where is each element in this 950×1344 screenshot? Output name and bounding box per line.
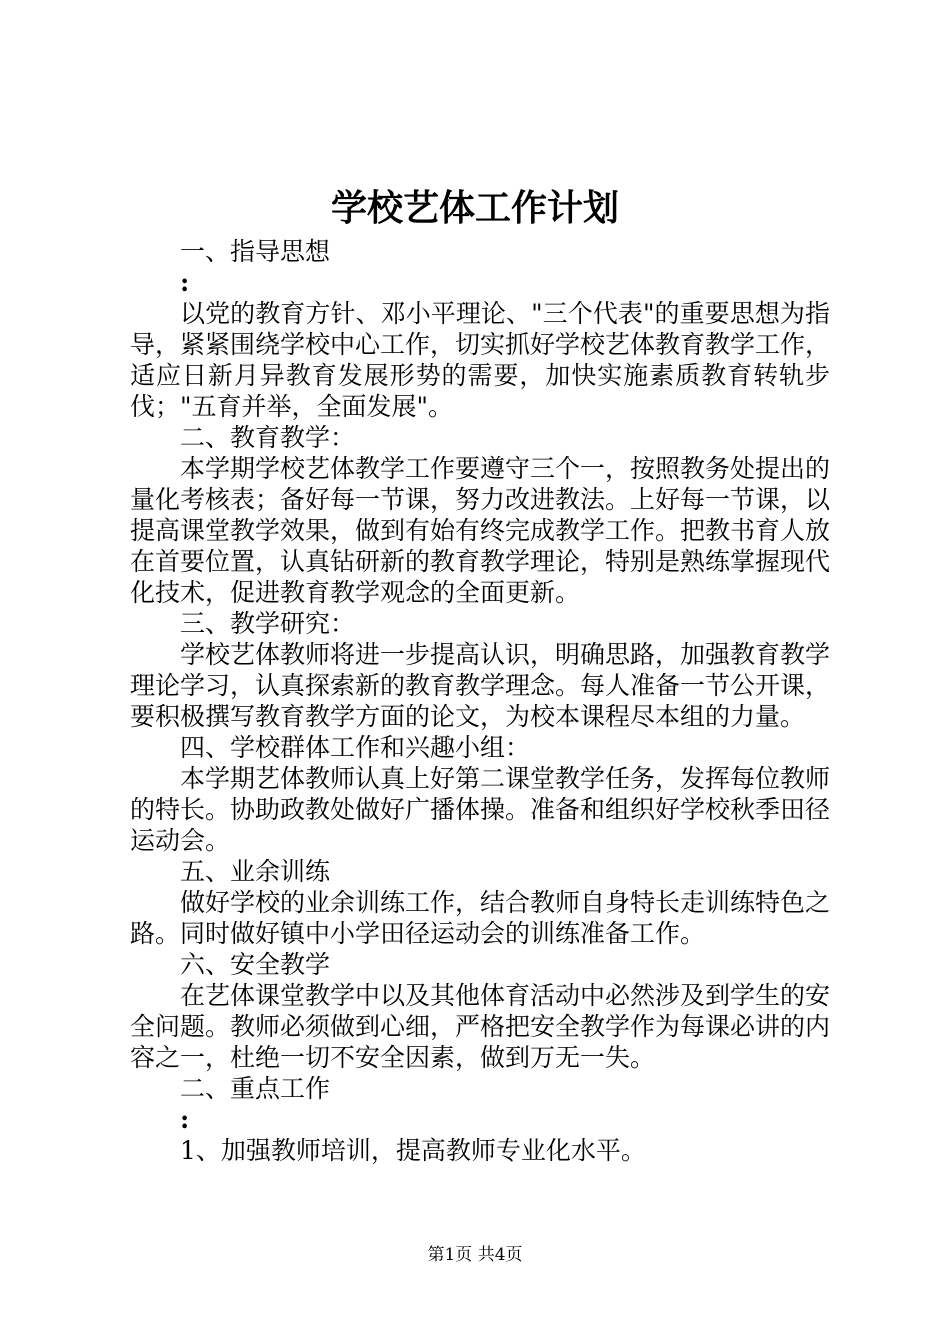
section-heading: 四、学校群体工作和兴趣小组：	[180, 733, 531, 762]
body-paragraph: 在艺体课堂教学中以及其他体育活动中必然涉及到学生的安全问题。教师必须做到心细，严格把安全教学作为每课必讲的内容之一，杜绝一切不安全因素，做到万无一失。	[130, 981, 831, 1072]
body-paragraph: 1、加强教师培训，提高教师专业化水平。	[180, 1136, 646, 1165]
body-paragraph: 本学期学校艺体教学工作要遵守三个一，按照教务处提出的量化考核表；备好每一节课，努力改进教法。上好每一节课，以提高课堂教学效果，做到有始有终完成教学工作。把教书育人放在首要位置，认真钻研新的教育教学理论，特别是熟练掌握现代化技术，促进教育教学观念的全面更新。	[130, 454, 831, 607]
section-heading: 二、重点工作	[180, 1074, 331, 1103]
section-heading: 一、指导思想	[180, 237, 331, 266]
section-heading: 三、教学研究：	[180, 609, 356, 638]
body-paragraph: 学校艺体教师将进一步提高认识，明确思路，加强教育教学理论学习，认真探索新的教育教学理念。每人准备一节公开课，要积极撰写教育教学方面的论文，为校本课程尽本组的力量。	[130, 640, 831, 731]
document-body	[130, 236, 830, 1166]
colon-line: :	[180, 268, 190, 297]
body-paragraph: 做好学校的业余训练工作，结合教师自身特长走训练特色之路。同时做好镇中小学田径运动会的训练准备工作。	[130, 888, 831, 948]
page-footer: 第1页 共4页	[427, 1245, 523, 1265]
colon-line: :	[180, 1105, 190, 1134]
body-paragraph: 以党的教育方针、邓小平理论、"三个代表"的重要思想为指导，紧紧围绕学校中心工作，切实抓好学校艺体教育教学工作，适应日新月异教育发展形势的需要，加快实施素质教育转轨步伐；"五育并举，全面发展"。	[130, 299, 831, 421]
section-heading: 六、安全教学	[180, 950, 331, 979]
document-title: 学校艺体工作计划	[330, 187, 619, 229]
section-heading: 二、教育教学：	[180, 423, 356, 452]
section-heading: 五、业余训练	[180, 857, 331, 886]
body-paragraph: 本学期艺体教师认真上好第二课堂教学任务，发挥每位教师的特长。协助政教处做好广播体操。准备和组织好学校秋季田径运动会。	[130, 764, 831, 855]
